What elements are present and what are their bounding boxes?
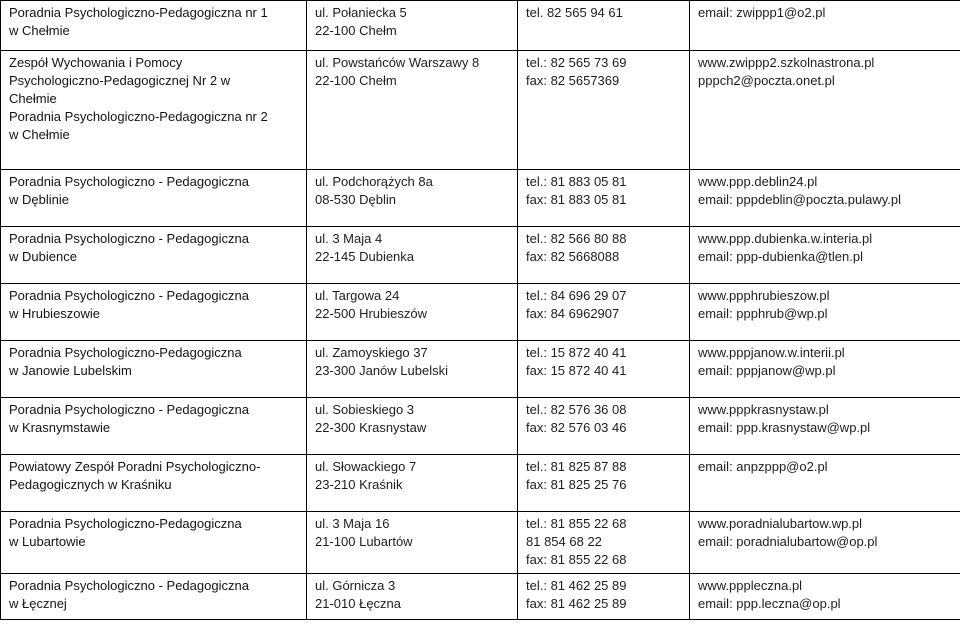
contact-line: email: poradnialubartow@op.pl [698,534,878,549]
name-line: w Hrubieszowie [9,306,101,321]
phones-line: 81 854 68 22 [526,534,602,549]
contact-line: email: anpzppp@o2.pl [698,459,828,474]
address-line: ul. Zamoyskiego 37 [315,345,428,360]
contact-line: www.pppkrasnystaw.pl [698,402,829,417]
contact-cell [690,51,960,170]
address-line: ul. 3 Maja 16 [315,516,390,531]
phone-cell [518,227,690,284]
phones-line: fax: 82 5657369 [526,73,620,88]
center-name-cell [1,398,307,455]
address-line: ul. Połaniecka 5 [315,5,407,20]
name-line: Poradnia Psychologiczno-Pedagogiczna [9,345,242,360]
phones-line: fax: 82 5668088 [526,249,620,264]
name-line: Poradnia Psychologiczno - Pedagogiczna [9,231,249,246]
contact-cell [690,227,960,284]
contact-cell [690,170,960,227]
phone-cell [518,512,690,574]
table-row [1,170,960,227]
name-line: Poradnia Psychologiczno-Pedagogiczna nr 1 [9,5,268,20]
contact-line: email: pppdeblin@poczta.pulawy.pl [698,192,902,207]
name-line: w Lubartowie [9,534,86,549]
phones-line: tel.: 81 462 25 89 [526,578,627,593]
phones-line: tel.: 82 576 36 08 [526,402,627,417]
contact-line: email: ppphrub@wp.pl [698,306,828,321]
address-line: ul. Powstańców Warszawy 8 [315,55,480,70]
address-cell [307,227,518,284]
center-name-cell [1,341,307,398]
name-line: Poradnia Psychologiczno - Pedagogiczna [9,578,249,593]
center-name-cell [1,455,307,512]
address-line: ul. Słowackiego 7 [315,459,417,474]
phones-line: tel.: 84 696 29 07 [526,288,627,303]
contact-cell [690,341,960,398]
address-line: 22-100 Chełm [315,23,397,38]
address-line: 22-500 Hrubieszów [315,306,428,321]
address-cell [307,341,518,398]
name-line: Chełmie [9,91,57,106]
center-name-cell [1,574,307,620]
table-row [1,574,960,620]
center-name-cell [1,284,307,341]
table-row [1,398,960,455]
phones-line: tel.: 81 825 87 88 [526,459,627,474]
table-row [1,455,960,512]
address-cell [307,574,518,620]
table-row [1,227,960,284]
address-cell [307,170,518,227]
phone-cell [518,398,690,455]
contact-cell [690,398,960,455]
address-line: 22-145 Dubienka [315,249,415,264]
contact-line: email: ppp-dubienka@tlen.pl [698,249,863,264]
contact-line: email: pppjanow@wp.pl [698,363,836,378]
contact-line: www.pppleczna.pl [698,578,803,593]
phones-line: fax: 81 883 05 81 [526,192,627,207]
contact-line: www.poradnialubartow.wp.pl [698,516,863,531]
address-cell [307,398,518,455]
center-name-cell [1,51,307,170]
address-cell [307,455,518,512]
phones-line: fax: 81 825 25 76 [526,477,627,492]
address-cell [307,51,518,170]
phone-cell [518,1,690,51]
name-line: w Dubience [9,249,77,264]
contact-line: pppch2@poczta.onet.pl [698,73,835,88]
contact-line: email: ppp.leczna@op.pl [698,596,841,611]
contact-line: email: ppp.krasnystaw@wp.pl [698,420,871,435]
contact-line: www.ppp.dubienka.w.interia.pl [698,231,873,246]
phones-line: tel.: 82 565 73 69 [526,55,627,70]
name-line: Psychologiczno-Pedagogicznej Nr 2 w [9,73,231,88]
address-line: 22-100 Chełm [315,73,397,88]
address-cell [307,512,518,574]
address-line: 21-010 Łęczna [315,596,402,611]
address-line: ul. 3 Maja 4 [315,231,383,246]
name-line: Poradnia Psychologiczno - Pedagogiczna [9,402,249,417]
phones-line: fax: 81 855 22 68 [526,552,627,567]
table-row [1,284,960,341]
name-line: Poradnia Psychologiczno - Pedagogiczna [9,288,249,303]
address-line: ul. Górnicza 3 [315,578,396,593]
phones-line: fax: 81 462 25 89 [526,596,627,611]
contact-cell [690,512,960,574]
center-name-cell [1,227,307,284]
name-line: Poradnia Psychologiczno-Pedagogiczna nr 2 [9,109,268,124]
name-line: w Chełmie [9,23,70,38]
table-row [1,51,960,170]
contact-line: www.zwippp2.szkolnastrona.pl [698,55,875,70]
center-name-cell [1,512,307,574]
address-cell [307,1,518,51]
address-line: ul. Podchorążych 8a [315,174,433,189]
phones-line: tel.: 15 872 40 41 [526,345,627,360]
address-cell [307,284,518,341]
phone-cell [518,51,690,170]
center-name-cell [1,1,307,51]
contact-line: www.pppjanow.w.interii.pl [698,345,845,360]
address-line: 22-300 Krasnystaw [315,420,427,435]
name-line: Powiatowy Zespół Poradni Psychologiczno- [9,459,261,474]
phone-cell [518,455,690,512]
phones-line: fax: 15 872 40 41 [526,363,627,378]
name-line: Pedagogicznych w Kraśniku [9,477,172,492]
name-line: w Chełmie [9,127,70,142]
phones-line: tel.: 82 566 80 88 [526,231,627,246]
name-line: Zespół Wychowania i Pomocy [9,55,183,70]
contact-line: www.ppphrubieszow.pl [698,288,830,303]
address-line: ul. Sobieskiego 3 [315,402,415,417]
phones-line: tel. 82 565 94 61 [526,5,623,20]
address-line: 08-530 Dęblin [315,192,396,207]
address-line: 21-100 Lubartów [315,534,413,549]
phones-line: tel.: 81 855 22 68 [526,516,627,531]
contact-cell [690,284,960,341]
name-line: Poradnia Psychologiczno-Pedagogiczna [9,516,242,531]
phones-line: fax: 84 6962907 [526,306,620,321]
contact-cell [690,1,960,51]
address-line: 23-300 Janów Lubelski [315,363,448,378]
address-line: 23-210 Kraśnik [315,477,403,492]
name-line: w Janowie Lubelskim [9,363,132,378]
name-line: w Dęblinie [9,192,69,207]
phone-cell [518,170,690,227]
table-body [1,1,960,620]
phones-line: fax: 82 576 03 46 [526,420,627,435]
table-row [1,1,960,51]
center-name-cell [1,170,307,227]
name-line: Poradnia Psychologiczno - Pedagogiczna [9,174,249,189]
table-row [1,341,960,398]
contact-line: email: zwippp1@o2.pl [698,5,826,20]
table-row [1,512,960,574]
address-line: ul. Targowa 24 [315,288,400,303]
contact-line: www.ppp.deblin24.pl [698,174,818,189]
phone-cell [518,341,690,398]
name-line: w Krasnymstawie [9,420,111,435]
phone-cell [518,284,690,341]
phone-cell [518,574,690,620]
contact-cell [690,455,960,512]
name-line: w Łęcznej [9,596,67,611]
contact-cell [690,574,960,620]
phones-line: tel.: 81 883 05 81 [526,174,627,189]
